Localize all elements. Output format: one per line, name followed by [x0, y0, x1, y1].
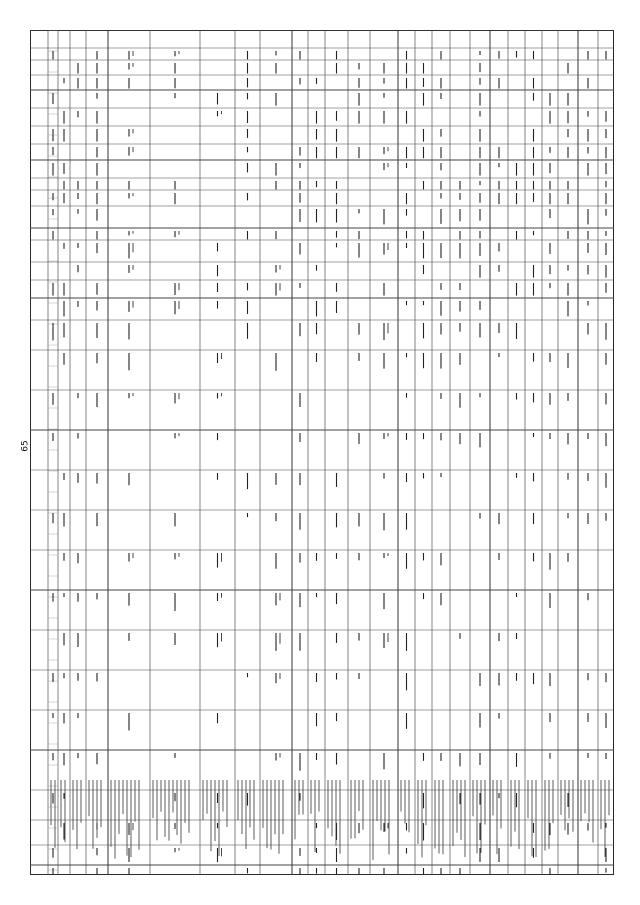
page-number: 65 [20, 440, 31, 452]
rotated-data-table [30, 30, 614, 875]
table-border [31, 31, 614, 875]
